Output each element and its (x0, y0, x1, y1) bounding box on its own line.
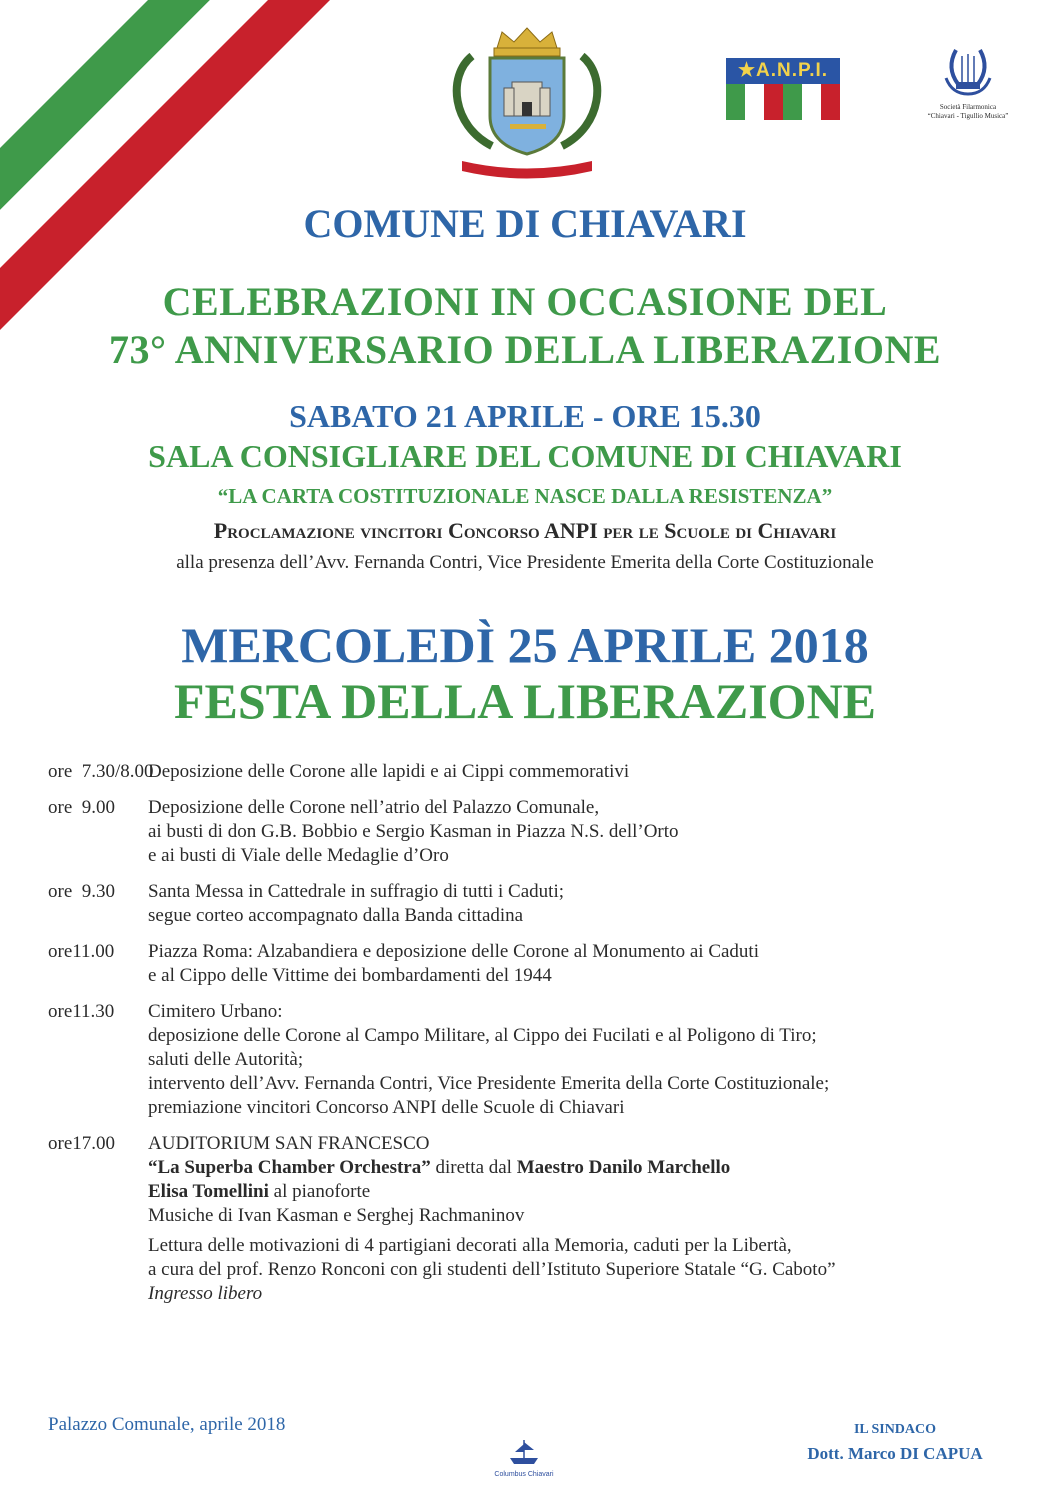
program-line: saluti delle Autorità; (148, 1049, 304, 1070)
presenza-line: alla presenza dell’Avv. Fernanda Contri, Vice Presidente Emerita della Corte Costituzionale (176, 552, 874, 573)
evening-venue: AUDITORIUM SAN FRANCESCO (148, 1133, 430, 1154)
filarmonica-name: Società Filarmonica (939, 103, 997, 111)
evening-musiche: Musiche di Ivan Kasman e Serghej Rachmaninov (148, 1205, 525, 1226)
carta-costituzionale-quote: “LA CARTA COSTITUZIONALE NASCE DALLA RESISTENZA” (217, 484, 833, 508)
program-line: segue corteo accompagnato dalla Banda cittadina (148, 905, 524, 926)
program-line: Santa Messa in Cattedrale in suffragio di tutti i Caduti; (148, 881, 564, 902)
program-line: ai busti di don G.B. Bobbio e Sergio Kasman in Piazza N.S. dell’Orto (148, 821, 679, 842)
program-item (48, 796, 1038, 868)
program-time: ore 9.30 (48, 881, 116, 902)
lyre-icon (938, 38, 998, 98)
filarmonica-logo (918, 38, 1018, 121)
program-item (48, 760, 1038, 784)
program-list (48, 760, 1038, 1318)
filarmonica-subtitle: “Chiavari - Tigullio Musica” (927, 112, 1009, 120)
sabato-date-time: SABATO 21 APRILE - ORE 15.30 (289, 398, 761, 434)
columbus-logo (488, 1438, 560, 1478)
celebrazioni-line-1: CELEBRAZIONI IN OCCASIONE DEL (162, 279, 888, 324)
sala-consigliare: SALA CONSIGLIARE DEL COMUNE DI CHIAVARI (148, 438, 902, 474)
sindaco-name: Dott. Marco DI CAPUA (807, 1444, 983, 1463)
evening-ingresso: Ingresso libero (148, 1283, 263, 1304)
program-line: deposizione delle Corone al Campo Militare, al Cippo dei Fucilati e al Poligono di Tiro; (148, 1025, 817, 1046)
evening-orchestra-line (148, 1156, 1038, 1180)
program-item (48, 880, 1038, 928)
program-line: e al Cippo delle Vittime dei bombardamenti del 1944 (148, 965, 552, 986)
program-line: Cimitero Urbano: (148, 1001, 283, 1022)
program-time: ore 9.00 (48, 797, 116, 818)
main-title: FESTA DELLA LIBERAZIONE (173, 673, 877, 729)
ship-icon (504, 1438, 544, 1466)
program-time: ore17.00 (48, 1133, 116, 1154)
orchestra-name: “La Superba Chamber Orchestra” (148, 1157, 431, 1178)
program-line: intervento dell’Avv. Fernanda Contri, Vice Presidente Emerita della Corte Costituzionale; (148, 1073, 830, 1094)
chiavari-crest-logo (432, 26, 622, 186)
sindaco-signature (760, 1422, 1030, 1464)
program-line: e ai busti di Viale delle Medaglie d’Oro (148, 845, 449, 866)
celebrazioni-line-2: 73° ANNIVERSARIO DELLA LIBERAZIONE (108, 327, 942, 372)
program-time: ore11.00 (48, 941, 115, 962)
evening-lettura-1: Lettura delle motivazioni di 4 partigiani decorati alla Memoria, caduti per la Libertà, (148, 1235, 792, 1256)
columbus-logo-text: Columbus Chiavari (494, 1471, 554, 1478)
anpi-logo-text: A.N.P.I. (755, 60, 829, 81)
sindaco-title: IL SINDACO (853, 1422, 937, 1437)
anpi-logo (726, 58, 840, 120)
program-line: Deposizione delle Corone alle lapidi e ai Cippi commemorativi (148, 761, 630, 782)
comune-title: COMUNE DI CHIAVARI (303, 201, 747, 246)
evening-lettura-2: a cura del prof. Renzo Ronconi con gli studenti dell’Istituto Superiore Statale “G. Caboto” (148, 1259, 836, 1280)
anpi-flag-stripes (726, 84, 840, 120)
program-time: ore 7.30/8.00 (48, 761, 154, 782)
program-item (48, 1000, 1038, 1120)
program-item-evening (48, 1132, 1038, 1306)
maestro-name: Maestro Danilo Marchello (516, 1157, 731, 1178)
evening-pianist-line (148, 1180, 1038, 1204)
pianist-name: Elisa Tomellini (148, 1181, 269, 1202)
program-line: Deposizione delle Corone nell’atrio del Palazzo Comunale, (148, 797, 600, 818)
program-item (48, 940, 1038, 988)
diretta-text: diretta dal (430, 1157, 517, 1178)
program-line: Piazza Roma: Alzabandiera e deposizione delle Corone al Monumento ai Caduti (148, 941, 759, 962)
star-icon: ★ (737, 60, 756, 81)
proclamazione-line: Proclamazione vincitori Concorso ANPI per le Scuole di Chiavari (213, 518, 837, 543)
program-time: ore11.30 (48, 1001, 115, 1022)
footer-place-date: Palazzo Comunale, aprile 2018 (48, 1414, 286, 1435)
program-line: premiazione vincitori Concorso ANPI delle Scuole di Chiavari (148, 1097, 625, 1118)
piano-suffix: al pianoforte (268, 1181, 371, 1202)
main-date: MERCOLEDÌ 25 APRILE 2018 (181, 617, 869, 673)
